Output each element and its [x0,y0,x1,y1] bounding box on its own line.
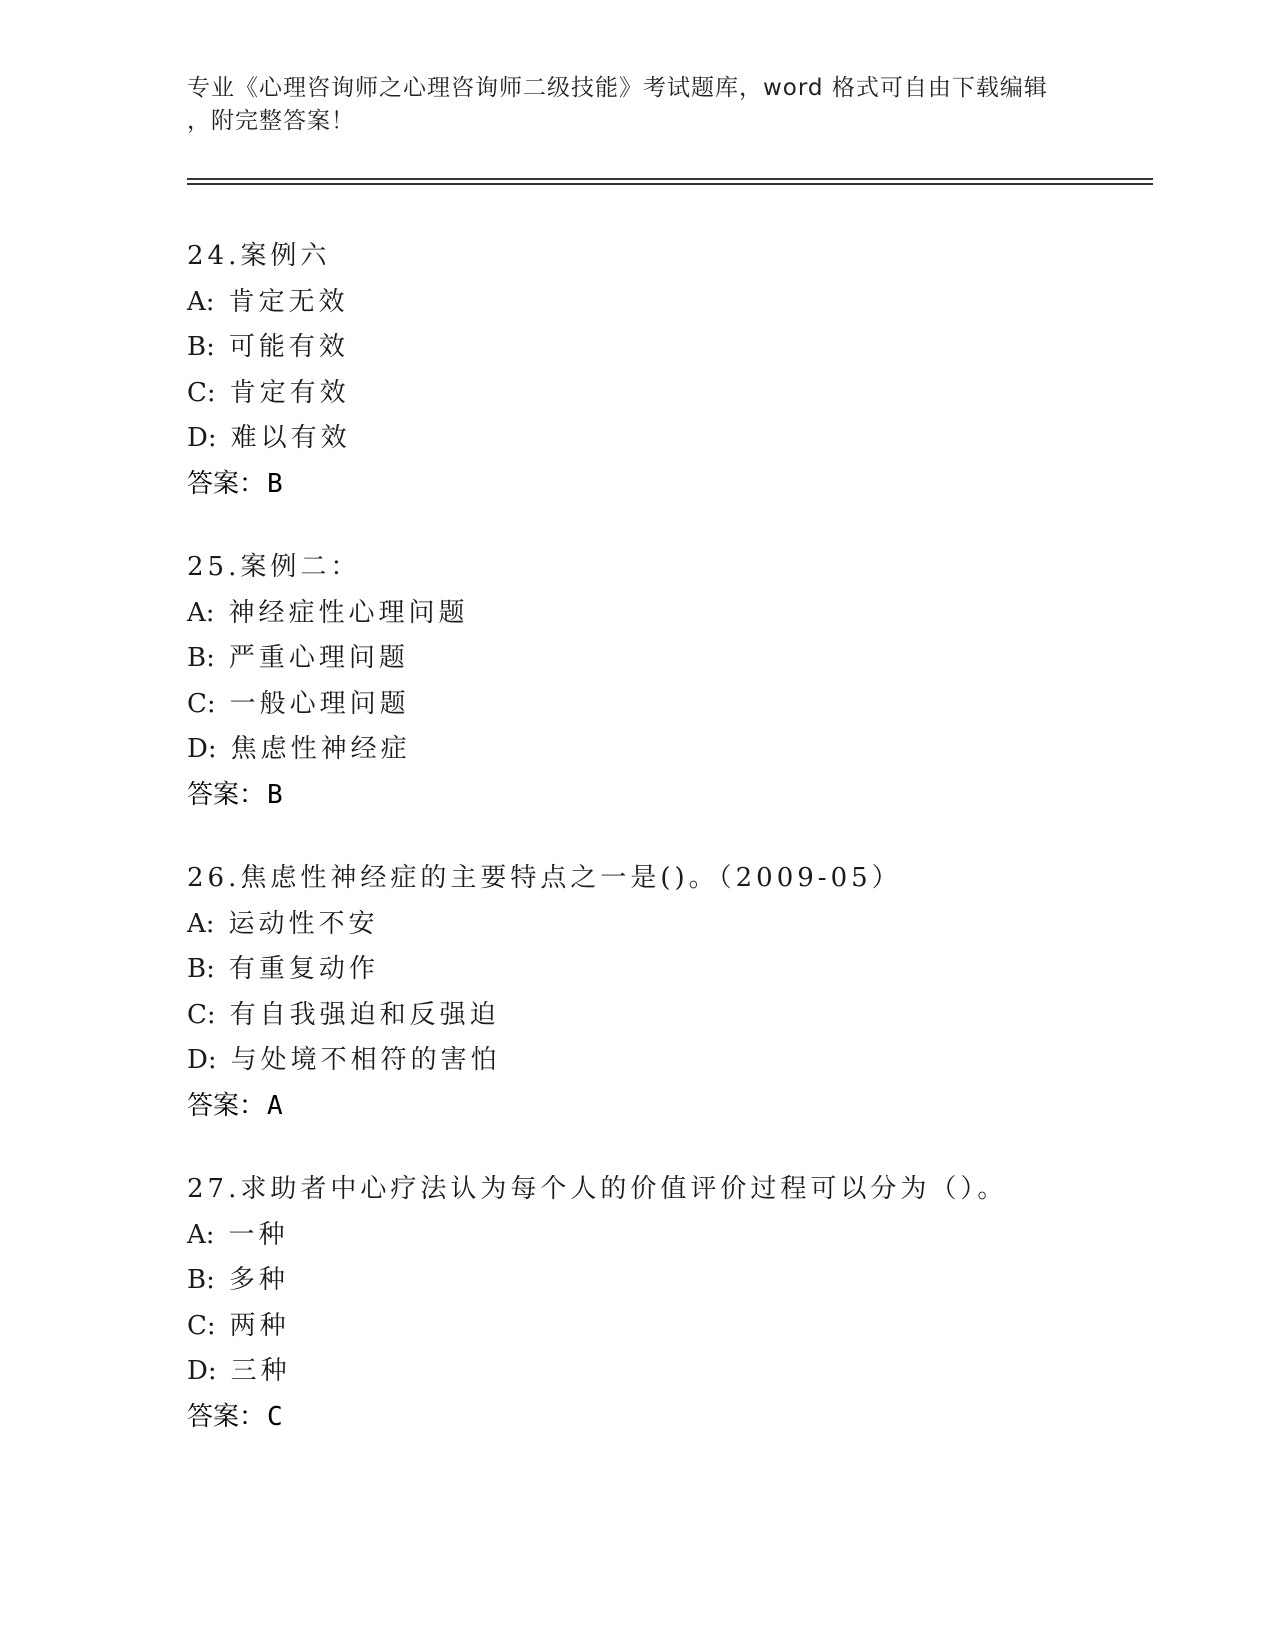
answer-label: 答案： [187,1401,266,1432]
answer-line [187,1395,1147,1441]
document-header [187,72,1087,138]
answer-line [187,773,1147,819]
question-list [187,234,1147,1478]
option-letter: C: [187,688,216,719]
option-text: 与处境不相符的害怕 [230,1045,501,1075]
answer-value: C [267,1401,283,1432]
option-letter: D: [187,423,217,453]
option-text: 神经症性心理问题 [228,597,469,628]
option-text: 三种 [230,1356,291,1386]
option-letter: A: [187,597,215,628]
header-divider-bottom [187,183,1153,185]
option-d [187,1349,1147,1395]
option-c [187,682,1147,728]
answer-line [187,462,1147,508]
question-stem: 25.案例二： [187,552,361,582]
option-text: 一种 [228,1219,289,1250]
option-letter: B: [187,954,215,984]
answer-label: 答案： [187,1090,266,1121]
option-letter: D: [187,734,217,764]
option-b [187,947,1147,993]
option-c [187,1304,1147,1350]
answer-label: 答案： [187,779,266,810]
option-d [187,727,1147,773]
option-letter: C: [187,1310,216,1341]
answer-value: B [267,468,283,499]
option-text: 可能有效 [228,332,349,362]
option-c [187,993,1147,1039]
option-text: 焦虑性神经症 [230,734,411,764]
option-a [187,902,1147,948]
answer-value: A [267,1090,283,1121]
option-text: 有重复动作 [228,954,379,984]
option-letter: C: [187,999,216,1030]
option-a [187,1213,1147,1259]
option-b [187,1258,1147,1304]
question-24 [187,234,1147,507]
option-c [187,371,1147,417]
option-letter: C: [187,377,216,408]
option-text: 肯定有效 [229,377,350,408]
option-letter: A: [187,286,215,317]
option-letter: D: [187,1356,217,1386]
option-letter: B: [187,332,215,362]
option-letter: B: [187,1265,215,1295]
option-text: 两种 [229,1310,290,1341]
option-b [187,636,1147,682]
option-a [187,280,1147,326]
option-letter: A: [187,908,215,939]
answer-line [187,1084,1147,1130]
header-divider-top [187,178,1153,180]
option-text: 多种 [228,1265,289,1295]
question-stem: 26.焦虑性神经症的主要特点之一是()。（2009-05） [187,863,902,893]
option-a [187,591,1147,637]
option-text: 有自我强迫和反强迫 [229,999,500,1030]
option-text: 严重心理问题 [228,643,409,673]
option-letter: B: [187,643,215,673]
question-stem: 24.案例六 [187,241,331,271]
question-stem: 27.求助者中心疗法认为每个人的价值评价过程可以分为（）。 [187,1174,1008,1204]
option-b [187,325,1147,371]
question-27 [187,1167,1147,1440]
header-line-2: ，附完整答案！ [187,108,355,134]
answer-value: B [267,779,283,810]
option-text: 难以有效 [230,423,351,453]
option-letter: D: [187,1045,217,1075]
answer-label: 答案： [187,468,266,499]
option-text: 运动性不安 [228,908,379,939]
option-letter: A: [187,1219,215,1250]
option-text: 肯定无效 [228,286,349,317]
question-25 [187,545,1147,818]
option-d [187,416,1147,462]
header-line-1: 专业《心理咨询师之心理咨询师二级技能》考试题库，word 格式可自由下载编辑 [187,75,1048,101]
option-text: 一般心理问题 [229,688,410,719]
question-26 [187,856,1147,1129]
option-d [187,1038,1147,1084]
